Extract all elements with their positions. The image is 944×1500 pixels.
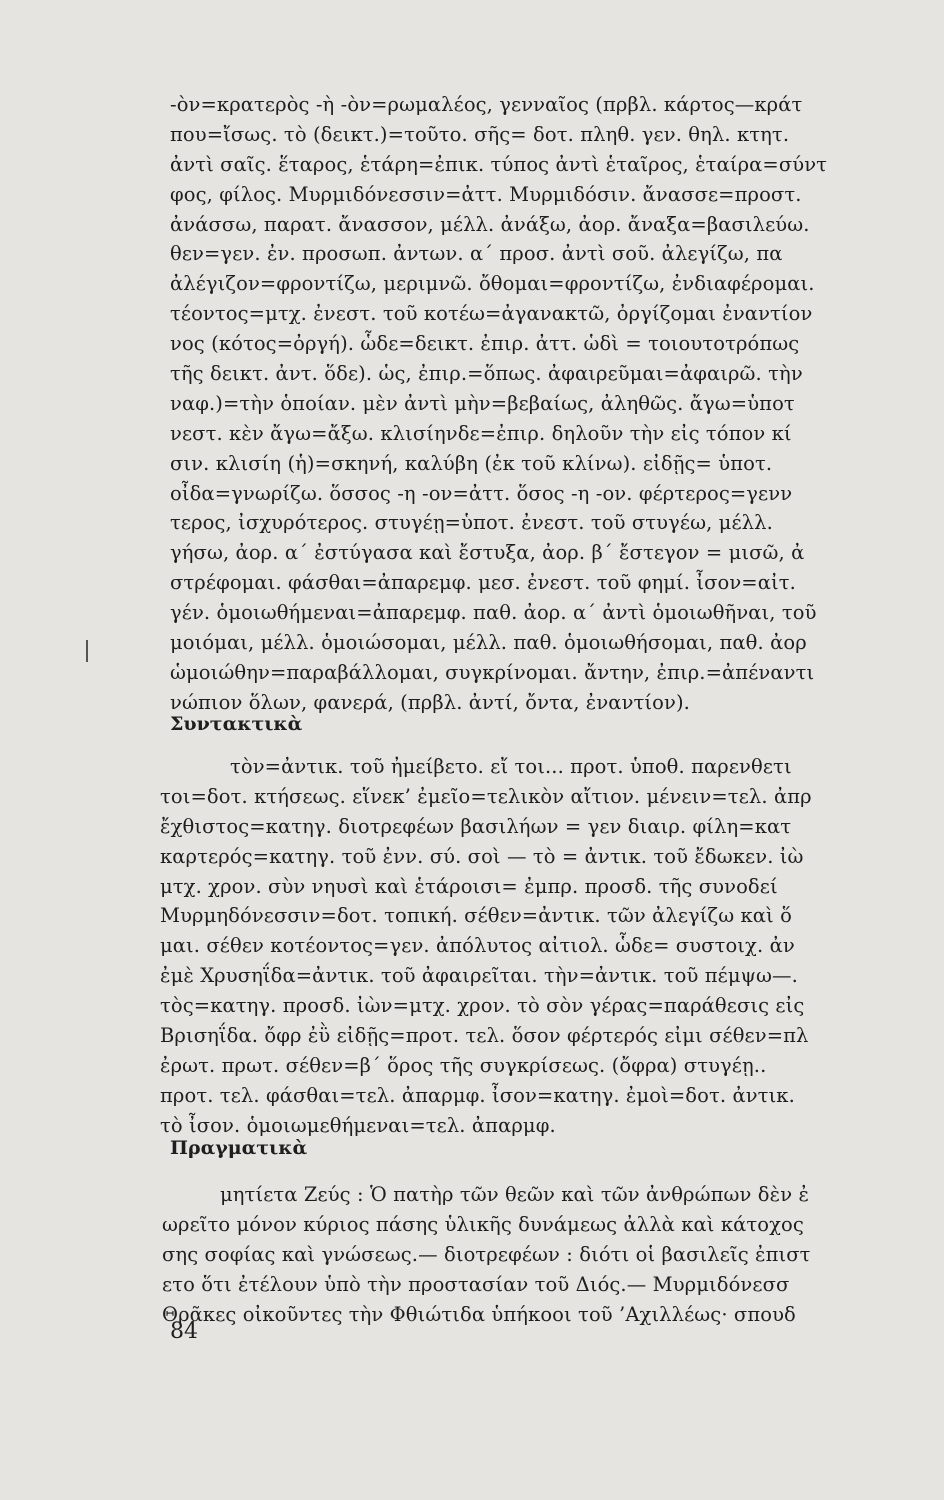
- text-line: τὸν=ἀντικ. τοῦ ἠμείβετο. εἴ τοι... προτ. ὑποθ. παρενθετι: [230, 755, 792, 778]
- text-line: ὡμοιώθην=παραβάλλομαι, συγκρίνομαι. ἄντην, ἐπιρ.=ἀπέναντι: [170, 660, 815, 684]
- text-line: θεν=γεν. ἐν. προσωπ. ἀντων. α΄ προσ. ἀντὶ σοῦ. ἀλεγίζω, πα: [170, 242, 783, 266]
- text-line: νος (κότος=ὀργή). ὧδε=δεικτ. ἐπιρ. ἀττ. ὡδὶ = τοιουτοτρόπως: [170, 332, 800, 356]
- text-line: προτ. τελ. φάσθαι=τελ. ἀπαρμφ. ἶσον=κατηγ. ἐμοὶ=δοτ. ἀντικ.: [160, 1083, 795, 1107]
- glossary-section: [170, 90, 944, 718]
- text-line: τῆς δεικτ. ἀντ. ὅδε). ὡς, ἐπιρ.=ὅπως. ἀφαιρεῦμαι=ἀφαιρῶ. τὴν: [170, 362, 803, 386]
- text-line: ωρεῖτο μόνον κύριος πάσης ὑλικῆς δυνάμεως ἀλλὰ καὶ κάτοχος: [162, 1212, 804, 1236]
- text-line: Μυρμηδόνεσσιν=δοτ. τοπική. σέθεν=ἀντικ. τῶν ἀλεγίζω καὶ ὅ: [160, 904, 792, 928]
- text-line: σιν. κλισίη (ἡ)=σκηνή, καλύβη (ἐκ τοῦ κλίνω). εἰδῇς= ὑποτ.: [170, 451, 773, 475]
- text-line: γήσω, ἀορ. α΄ ἐστύγασα καὶ ἔστυξα, ἀορ. β΄ ἔστεγον = μισῶ, ἀ: [170, 541, 805, 565]
- text-line: Βρισηΐδα. ὄφρ ἐῢ εἰδῇς=προτ. τελ. ὅσον φέρτερός εἰμι σέθεν=πλ: [160, 1024, 809, 1048]
- text-line: ἀλέγιζον=φροντίζω, μεριμνῶ. ὄθομαι=φροντίζω, ἐνδιαφέρομαι.: [170, 272, 815, 296]
- text-line: ετο ὅτι ἐτέλουν ὑπὸ τὴν προστασίαν τοῦ Διός.— Μυρμιδόνεσσ: [162, 1272, 790, 1296]
- text-line: στρέφομαι. φάσθαι=ἀπαρεμφ. μεσ. ἐνεστ. τοῦ φημί. ἶσον=αἰτ.: [170, 571, 796, 595]
- text-line: νώπιον ὅλων, φανερά, (πρβλ. ἀντί, ὄντα, ἐναντίον).: [170, 690, 690, 714]
- text-line: μοιόμαι, μέλλ. ὁμοιώσομαι, μέλλ. παθ. ὁμοιωθήσομαι, παθ. ἀορ: [170, 631, 807, 655]
- margin-mark: [86, 640, 88, 662]
- text-line: καρτερός=κατηγ. τοῦ ἐνν. σύ. σοὶ — τὸ = ἀντικ. τοῦ ἔδωκεν. ἰὼ: [160, 844, 804, 868]
- text-line: -ὸν=κρατερὸς -ὴ -ὸν=ρωμαλέος, γενναῖος (πρβλ. κάρτος—κράτ: [170, 93, 803, 116]
- text-line: ἐμὲ Χρυσηΐδα=ἀντικ. τοῦ ἀφαιρεῖται. τὴν=ἀντικ. τοῦ πέμψω—.: [160, 964, 798, 988]
- text-line: τὸς=κατηγ. προσδ. ἰὼν=μτχ. χρον. τὸ σὸν γέρας=παράθεσις εἰς: [160, 994, 805, 1018]
- text-line: ἐρωτ. πρωτ. σέθεν=β΄ ὅρος τῆς συγκρίσεως. (ὄφρα) στυγέῃ..: [160, 1053, 767, 1077]
- text-line: φος, φίλος. Μυρμιδόνεσσιν=ἀττ. Μυρμιδόσιν. ἄνασσε=προστ.: [170, 182, 802, 206]
- text-line: γέν. ὁμοιωθήμεναι=ἀπαρεμφ. παθ. ἀορ. α΄ ἀντὶ ὁμοιωθῆναι, τοῦ: [170, 601, 817, 625]
- text-line: Θρᾶκες οἰκοῦντες τὴν Φθιώτιδα ὑπήκοοι τοῦ ’Αχιλλέως· σπουδ: [162, 1302, 796, 1326]
- syntax-section: [160, 752, 944, 1141]
- text-line: ἔχθιστος=κατηγ. διοτρεφέων βασιλήων = γεν διαιρ. φίλη=κατ: [160, 814, 792, 838]
- text-line: μητίετα Ζεύς : Ὁ πατὴρ τῶν θεῶν καὶ τῶν ἀνθρώπων δὲν ἐ: [220, 1183, 810, 1206]
- text-line: τοι=δοτ. κτήσεως. εἵνεκ’ ἐμεῖο=τελικὸν αἴτιον. μένειν=τελ. ἀπρ: [160, 784, 812, 808]
- text-line: τερος, ἰσχυρότερος. στυγέῃ=ὑποτ. ἐνεστ. τοῦ στυγέω, μέλλ.: [170, 511, 773, 535]
- text-line: τὸ ἶσον. ὁμοιωμεθήμεναι=τελ. ἀπαρμφ.: [160, 1113, 556, 1137]
- text-line: οἶδα=γνωρίζω. ὅσσος -η -ον=ἀττ. ὅσος -η -ον. φέρτερος=γενν: [170, 481, 793, 505]
- page-number: 84: [170, 1319, 198, 1344]
- text-line: ἀνάσσω, παρατ. ἄνασσον, μέλλ. ἀνάξω, ἀορ. ἄναξα=βασιλεύω.: [170, 212, 810, 236]
- text-line: ἀντὶ σαῖς. ἕταρος, ἑτάρη=ἐπικ. τύπος ἀντὶ ἑταῖρος, ἑταίρα=σύντ: [170, 152, 828, 176]
- text-line: μτχ. χρον. σὺν νηυσὶ καὶ ἑτάροισι= ἐμπρ. προσδ. τῆς συνοδεί: [160, 874, 778, 898]
- heading-syntax: Συντακτικὰ: [170, 713, 303, 735]
- pragmatika-section: [162, 1180, 944, 1329]
- heading-pragmatika: Πραγματικὰ: [170, 1137, 308, 1159]
- text-line: σης σοφίας καὶ γνώσεως.— διοτρεφέων : διότι οἱ βασιλεῖς ἐπιστ: [162, 1242, 811, 1266]
- text-line: νεστ. κὲν ἄγω=ἄξω. κλισίηνδε=ἐπιρ. δηλοῦν τὴν εἰς τόπον κί: [170, 421, 792, 445]
- text-line: που=ἴσως. τὸ (δεικτ.)=τοῦτο. σῆς= δοτ. πληθ. γεν. θηλ. κτητ.: [170, 122, 790, 146]
- text-line: ναφ.)=τὴν ὁποίαν. μὲν ἀντὶ μὴν=βεβαίως, ἀληθῶς. ἄγω=ὑποτ: [170, 391, 795, 415]
- text-line: τέοντος=μτχ. ἐνεστ. τοῦ κοτέω=ἀγανακτῶ, ὀργίζομαι ἐναντίον: [170, 302, 813, 326]
- text-line: μαι. σέθεν κοτέοντος=γεν. ἀπόλυτος αἰτιολ. ὧδε= συστοιχ. ἀν: [160, 934, 795, 958]
